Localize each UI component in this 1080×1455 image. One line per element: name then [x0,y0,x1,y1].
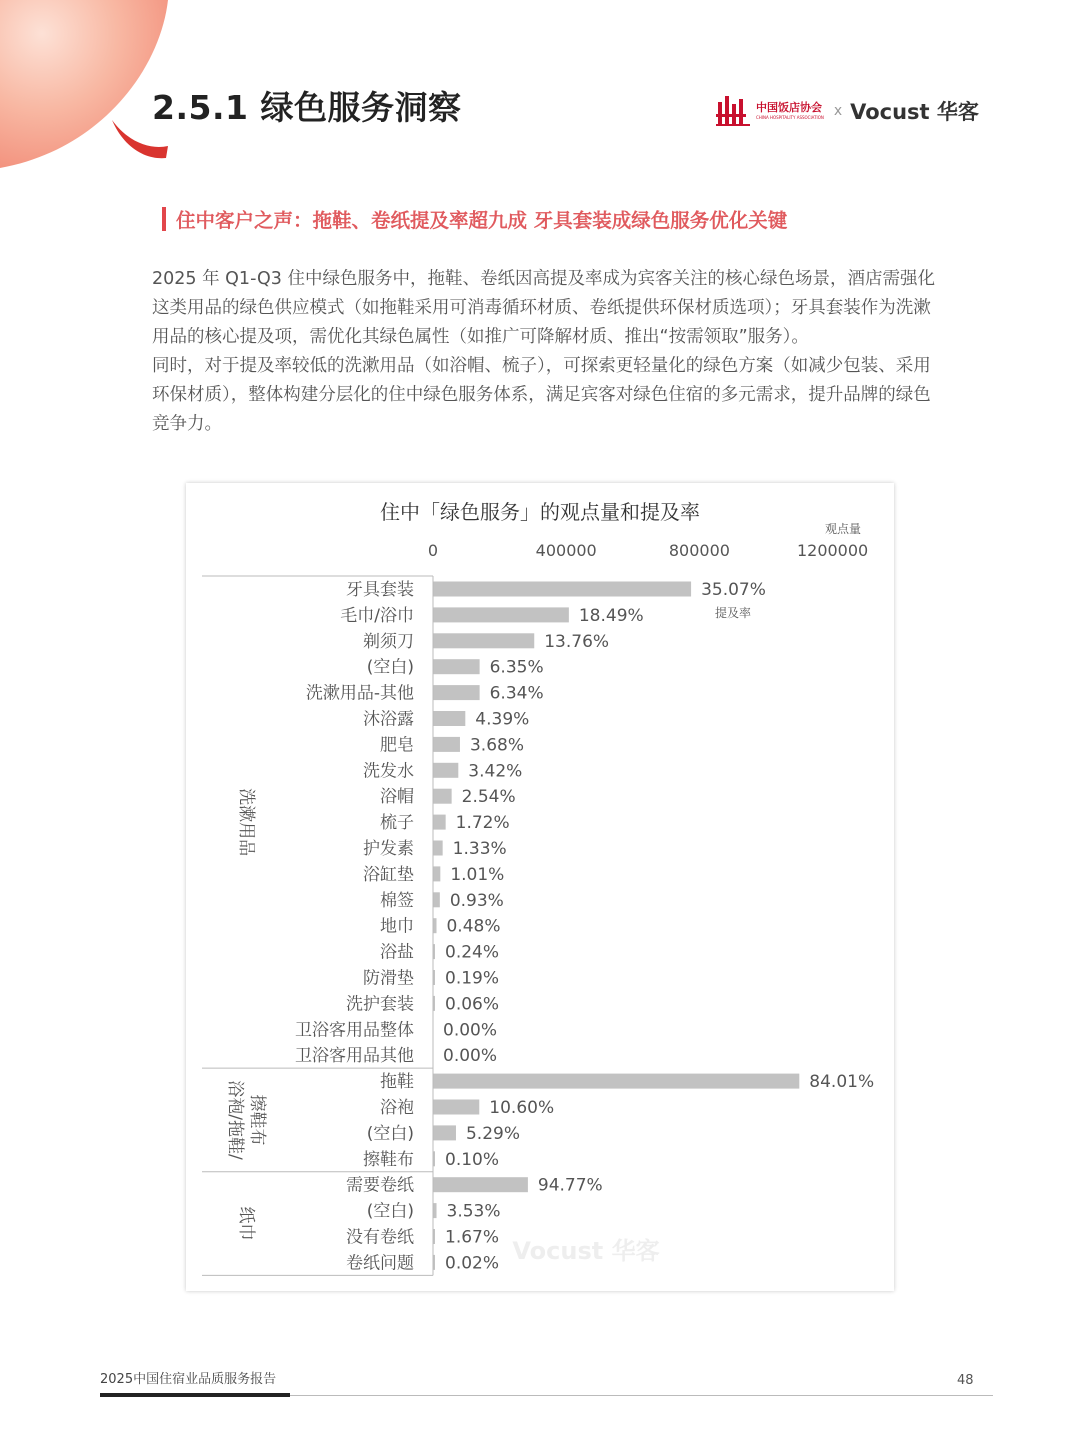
bar-0-1 [433,607,569,622]
category-label-0-13: 地巾 [380,916,414,937]
brand-logos [716,92,979,130]
category-label-0-5: 沐浴露 [363,709,414,730]
data-label-0-11: 1.01% [450,864,505,885]
value-axis-label: 观点量 [824,522,862,536]
data-label-0-10: 1.33% [452,839,507,859]
bar-1-0 [433,1074,799,1089]
category-label-0-11: 浴缸垫 [363,864,414,885]
category-label-0-2: 剃须刀 [363,631,414,652]
footer-rule-accent [100,1393,290,1397]
data-label-0-0: 35.07% [701,580,766,600]
category-label-0-0: 牙具套装 [346,580,414,600]
bar-1-1 [433,1100,479,1115]
bar-0-8 [433,789,452,804]
bar-0-0 [433,582,691,597]
page-title: 2.5.1 绿色服务洞察 [152,88,462,127]
paragraph-2: 同时，对于提及率较低的洗漱用品（如浴帽、梳子），可探索更轻量化的绿色方案（如减少包装、采用环保材质），整体构建分层化的住中绿色服务体系，满足宾客对绿色住宿的多元需求，提升品牌的绿色竞争力。 [152,356,931,434]
bar-2-0 [433,1177,528,1192]
category-label-0-12: 棉签 [380,890,414,911]
bar-0-11 [433,866,440,881]
brand-separator: x [833,103,843,119]
data-label-1-3: 0.10% [445,1149,500,1170]
data-label-0-8: 2.54% [461,787,516,808]
bar-0-4 [433,685,480,700]
page-number: 48 [957,1373,974,1388]
watermark-text: Vocust 华客 [512,1237,660,1265]
bar-0-7 [433,763,458,778]
decorative-corner-arc [0,0,170,170]
data-label-0-4: 6.34% [489,683,544,704]
category-label-1-3: 擦鞋布 [363,1149,414,1170]
data-label-0-12: 0.93% [449,890,504,911]
data-label-0-17: 0.00% [443,1020,498,1041]
bar-1-2 [433,1125,456,1140]
bar-0-13 [433,918,436,933]
china-hospitality-association-logo-icon [716,94,752,128]
category-label-0-6: 肥皂 [380,735,414,756]
data-label-0-9: 1.72% [455,813,510,834]
association-name: 中国饭店协会 [756,101,822,114]
category-label-2-3: 卷纸问题 [346,1253,414,1274]
subheading-text: 住中客户之声：拖鞋、卷纸提及率超九成 牙具套装成绿色服务优化关键 [176,209,788,232]
chart-panel [186,483,894,1291]
category-label-0-9: 梳子 [380,813,414,834]
group-label-1-0: 浴袍/拖鞋/ [225,1080,245,1160]
category-label-0-17: 卫浴客用品整体 [295,1020,414,1041]
category-label-1-1: 浴袍 [380,1098,414,1118]
bar-chart [186,483,894,1291]
rate-legend-label: 提及率 [714,606,752,620]
category-label-0-3: (空白) [366,657,414,678]
tick-label-2: 800000 [668,541,730,560]
category-label-0-8: 浴帽 [380,787,414,808]
category-label-2-0: 需要卷纸 [346,1175,414,1196]
subheading-accent-bar [162,207,166,231]
data-label-0-16: 0.06% [445,994,500,1015]
data-label-2-2: 1.67% [445,1227,500,1248]
data-label-0-1: 18.49% [578,605,644,626]
data-label-0-15: 0.19% [445,968,500,989]
bar-0-3 [433,659,480,674]
bar-0-10 [433,841,443,856]
data-label-0-6: 3.68% [469,735,524,756]
bar-0-6 [433,737,460,752]
data-label-0-13: 0.48% [446,916,501,937]
paragraph-1: 2025 年 Q1-Q3 住中绿色服务中，拖鞋、卷纸因高提及率成为宾客关注的核心绿色场景，酒店需强化这类用品的绿色供应模式（如拖鞋采用可消毒循环材质、卷纸提供环保材质选项）；牙具套装作为洗漱用品的核心提及项，需优化其绿色属性（如推广可降解材质、推出“按需领取”服务）。 [152,269,935,347]
section-subheading [162,205,787,233]
footer-report-title: 2025中国住宿业品质服务报告 [100,1372,277,1387]
association-name-en: CHINA HOSPITALITY ASSOCIATION [756,115,824,120]
group-label-1-1: 擦鞋布 [247,1094,267,1146]
data-label-2-3: 0.02% [445,1253,500,1274]
bar-0-2 [433,633,534,648]
data-label-0-3: 6.35% [489,657,544,678]
data-label-0-14: 0.24% [445,942,500,963]
category-label-0-18: 卫浴客用品其他 [295,1046,414,1067]
body-text [152,265,942,439]
category-label-0-7: 洗发水 [363,761,414,782]
data-label-0-18: 0.00% [443,1046,498,1067]
category-label-0-4: 洗漱用品-其他 [305,683,414,704]
data-label-0-7: 3.42% [468,761,523,782]
chart-title: 住中「绿色服务」的观点量和提及率 [380,500,700,524]
data-label-1-1: 10.60% [489,1098,555,1118]
category-label-2-2: 没有卷纸 [346,1227,414,1248]
bar-2-1 [433,1203,437,1218]
group-label-0-0: 洗漱用品 [236,788,256,857]
data-label-1-2: 5.29% [465,1123,520,1144]
category-label-1-0: 拖鞋 [380,1072,414,1093]
tick-label-3: 1200000 [796,541,869,560]
data-label-0-5: 4.39% [475,709,530,730]
category-label-1-2: (空白) [366,1123,414,1144]
vocust-logo-text: Vocust 华客 [850,100,979,124]
bar-0-9 [433,815,446,830]
data-label-2-0: 94.77% [537,1175,603,1196]
category-label-0-16: 洗护套装 [346,994,414,1015]
category-label-2-1: (空白) [366,1201,414,1222]
group-label-2-0: 纸巾 [236,1206,256,1241]
bar-0-5 [433,711,465,726]
tick-label-1: 400000 [535,541,597,560]
data-label-2-1: 3.53% [446,1201,501,1222]
data-label-1-0: 84.01% [809,1072,875,1093]
category-label-0-1: 毛巾/浴巾 [340,605,414,626]
category-label-0-14: 浴盐 [380,942,414,963]
tick-label-0: 0 [427,541,439,560]
category-label-0-10: 护发素 [363,839,414,859]
data-label-0-2: 13.76% [544,631,610,652]
category-label-0-15: 防滑垫 [363,968,414,989]
bar-0-12 [433,892,440,907]
